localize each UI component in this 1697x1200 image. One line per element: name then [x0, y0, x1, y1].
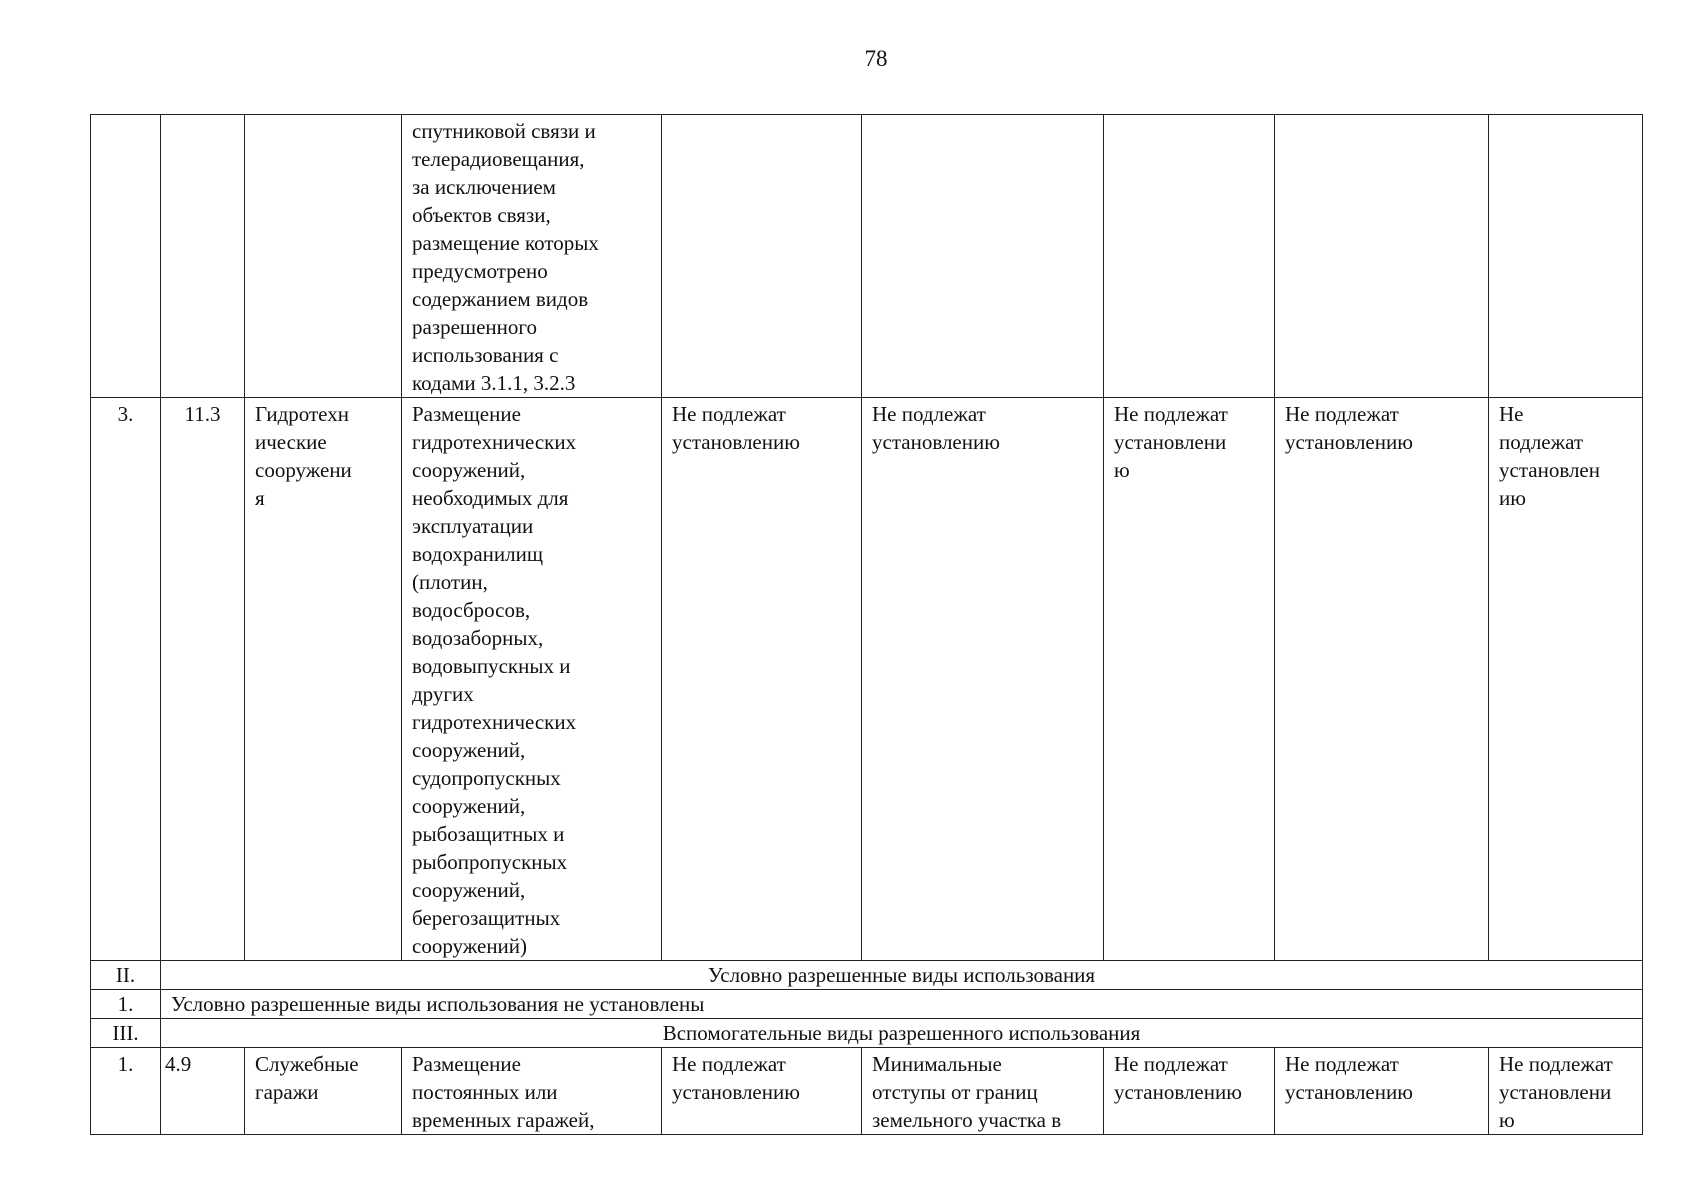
text-line: Не подлежат	[872, 402, 986, 426]
cell-col9	[1489, 398, 1643, 961]
text-line: водосбросов,	[412, 598, 531, 622]
text-line: установлению	[1114, 1080, 1242, 1104]
section-title: Условно разрешенные виды использования	[161, 961, 1643, 990]
text-line: водозаборных,	[412, 626, 544, 650]
text-line: размещение которых	[412, 231, 599, 255]
text-line: ические	[255, 430, 327, 454]
text-line: Не подлежат	[1285, 1052, 1399, 1076]
text-line: Не подлежат	[672, 1052, 786, 1076]
text-line: Не подлежат	[1499, 1052, 1613, 1076]
cell-name	[245, 115, 402, 398]
text-line: установлен	[1499, 458, 1600, 482]
cell-name	[245, 398, 402, 961]
table-row-ii-1	[91, 990, 1643, 1019]
text-line: Размещение	[412, 402, 521, 426]
text-line: эксплуатации	[412, 514, 534, 538]
table-row-hydro	[91, 398, 1643, 961]
cell-col6	[862, 115, 1104, 398]
text-line: установлени	[1114, 430, 1227, 454]
cell-col7	[1104, 115, 1275, 398]
section-num: II.	[91, 961, 161, 990]
text-line: отступы от границ	[872, 1080, 1038, 1104]
text-line: установлению	[1285, 430, 1413, 454]
table-row-garage	[91, 1048, 1643, 1135]
text-line: содержанием видов	[412, 287, 589, 311]
text-line: телерадиовещания,	[412, 147, 585, 171]
text-line: сооружений,	[412, 458, 526, 482]
text-line: сооружений,	[412, 794, 526, 818]
cell-col5	[662, 115, 862, 398]
text-line: Не подлежат	[1114, 402, 1228, 426]
text-line: использования с	[412, 343, 559, 367]
text-line: Минимальные	[872, 1052, 1002, 1076]
text-line: установлени	[1499, 1080, 1612, 1104]
text-line: кодами 3.1.1, 3.2.3	[412, 371, 576, 395]
text-line: я	[255, 486, 265, 510]
text-line: подлежат	[1499, 430, 1584, 454]
cell-code: 4.9	[161, 1048, 245, 1135]
cell-description	[402, 115, 662, 398]
text-line: разрешенного	[412, 315, 537, 339]
text-line: установлению	[872, 430, 1000, 454]
section-num: III.	[91, 1019, 161, 1048]
cell-col8	[1275, 115, 1489, 398]
section-title: Вспомогательные виды разрешенного использования	[161, 1019, 1643, 1048]
cell-description	[402, 1048, 662, 1135]
cell-col6	[862, 1048, 1104, 1135]
text-line: объектов связи,	[412, 203, 551, 227]
text-line: ю	[1114, 458, 1130, 482]
table-row-continuation	[91, 115, 1643, 398]
text-line: Не подлежат	[672, 402, 786, 426]
text-line: постоянных или	[412, 1080, 558, 1104]
text-line: гаражи	[255, 1080, 319, 1104]
text-line: гидротехнических	[412, 430, 577, 454]
cell-col7	[1104, 1048, 1275, 1135]
text-line: Размещение	[412, 1052, 521, 1076]
text-line: других	[412, 682, 474, 706]
cell-num: 1.	[91, 1048, 161, 1135]
text-line: (плотин,	[412, 570, 488, 594]
cell-num: 1.	[91, 990, 161, 1019]
text-line: рыбопропускных	[412, 850, 568, 874]
cell-col8	[1275, 398, 1489, 961]
text-line: сооружений,	[412, 878, 526, 902]
text-line: необходимых для	[412, 486, 569, 510]
text-line: ю	[1499, 1108, 1515, 1132]
text-line: сооружений)	[412, 934, 528, 958]
text-line: сооружени	[255, 458, 352, 482]
text-line: Гидротехн	[255, 402, 349, 426]
cell-name	[245, 1048, 402, 1135]
text-line: Не подлежат	[1114, 1052, 1228, 1076]
text-line: временных гаражей,	[412, 1108, 595, 1132]
text-line: установлению	[672, 1080, 800, 1104]
cell-col9	[1489, 115, 1643, 398]
cell-description	[402, 398, 662, 961]
text-line: Не подлежат	[1285, 402, 1399, 426]
cell-col8	[1275, 1048, 1489, 1135]
cell-text: Условно разрешенные виды использования не установлены	[161, 990, 1643, 1019]
text-line: берегозащитных	[412, 906, 561, 930]
cell-num: 3.	[91, 398, 161, 961]
text-line: ию	[1499, 486, 1526, 510]
text-line: за исключением	[412, 175, 556, 199]
text-line: установлению	[1285, 1080, 1413, 1104]
cell-col7	[1104, 398, 1275, 961]
text-line: установлению	[672, 430, 800, 454]
cell-code: 11.3	[161, 398, 245, 961]
text-line: рыбозащитных и	[412, 822, 565, 846]
cell-col5	[662, 1048, 862, 1135]
text-line: земельного участка в	[872, 1108, 1062, 1132]
cell-num	[91, 115, 161, 398]
page-number: 78	[864, 46, 888, 71]
text-line: водовыпускных и	[412, 654, 571, 678]
text-line: спутниковой связи и	[412, 119, 596, 143]
text-line: Не	[1499, 402, 1524, 426]
text-line: предусмотрено	[412, 259, 548, 283]
text-line: судопропускных	[412, 766, 561, 790]
cell-col9	[1489, 1048, 1643, 1135]
section-header-iii	[91, 1019, 1643, 1048]
land-use-table	[90, 114, 1643, 1135]
text-line: Служебные	[255, 1052, 359, 1076]
cell-col6	[862, 398, 1104, 961]
text-line: сооружений,	[412, 738, 526, 762]
text-line: водохранилищ	[412, 542, 544, 566]
text-line: гидротехнических	[412, 710, 577, 734]
section-header-ii	[91, 961, 1643, 990]
cell-col5	[662, 398, 862, 961]
cell-code	[161, 115, 245, 398]
